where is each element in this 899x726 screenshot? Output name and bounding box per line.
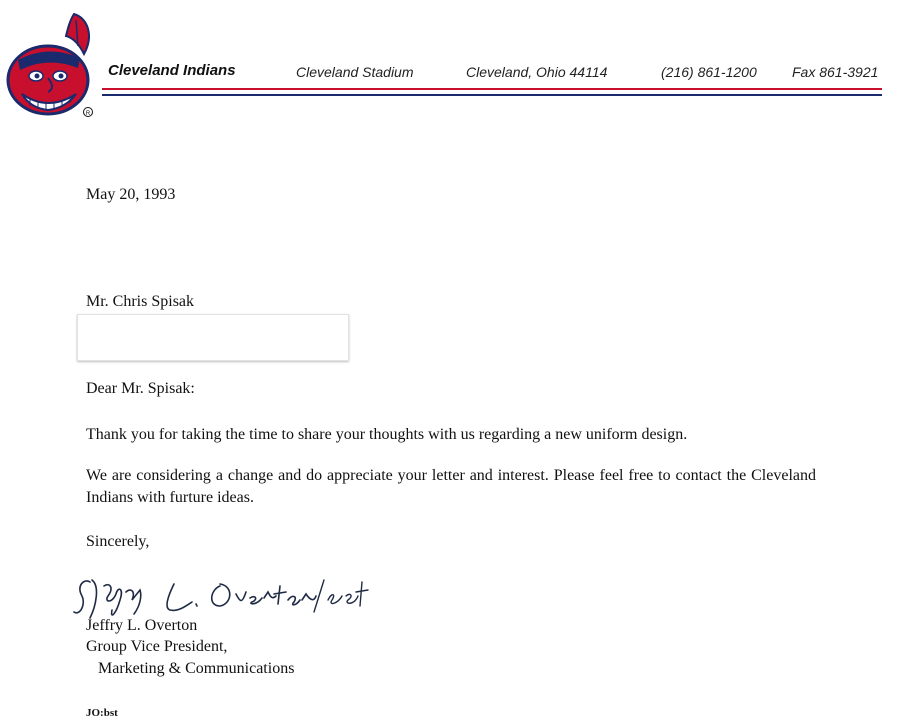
svg-text:R: R	[85, 111, 91, 117]
letterhead-blue-rule	[102, 94, 882, 96]
typist-initials: JO:bst	[86, 707, 118, 719]
salutation: Dear Mr. Spisak:	[86, 380, 195, 397]
signer-title-line-1: Group Vice President,	[86, 638, 228, 655]
signer-title-line-2: Marketing & Communications	[98, 660, 295, 677]
letterhead-stadium: Cleveland Stadium	[296, 64, 414, 80]
body-paragraph-2: We are considering a change and do appreciate your letter and interest. Please feel free to contact the Cleveland Indians with furture ideas.	[86, 467, 816, 506]
letterhead-red-rule	[102, 88, 882, 90]
letterhead-team-name: Cleveland Indians	[108, 62, 236, 79]
letterhead-phone: (216) 861-1200	[661, 64, 757, 80]
recipient-name: Mr. Chris Spisak	[86, 293, 195, 310]
letterhead	[0, 0, 899, 130]
team-logo-icon	[4, 8, 100, 120]
body-paragraph-1: Thank you for taking the time to share your thoughts with us regarding a new uniform design.	[86, 426, 688, 443]
closing: Sincerely,	[86, 533, 150, 550]
letterhead-city: Cleveland, Ohio 44114	[466, 64, 608, 80]
redacted-address-box	[77, 314, 349, 361]
signer-name: Jeffry L. Overton	[86, 617, 198, 634]
letterhead-fax: Fax 861-3921	[792, 64, 879, 80]
letter-date: May 20, 1993	[86, 186, 176, 203]
